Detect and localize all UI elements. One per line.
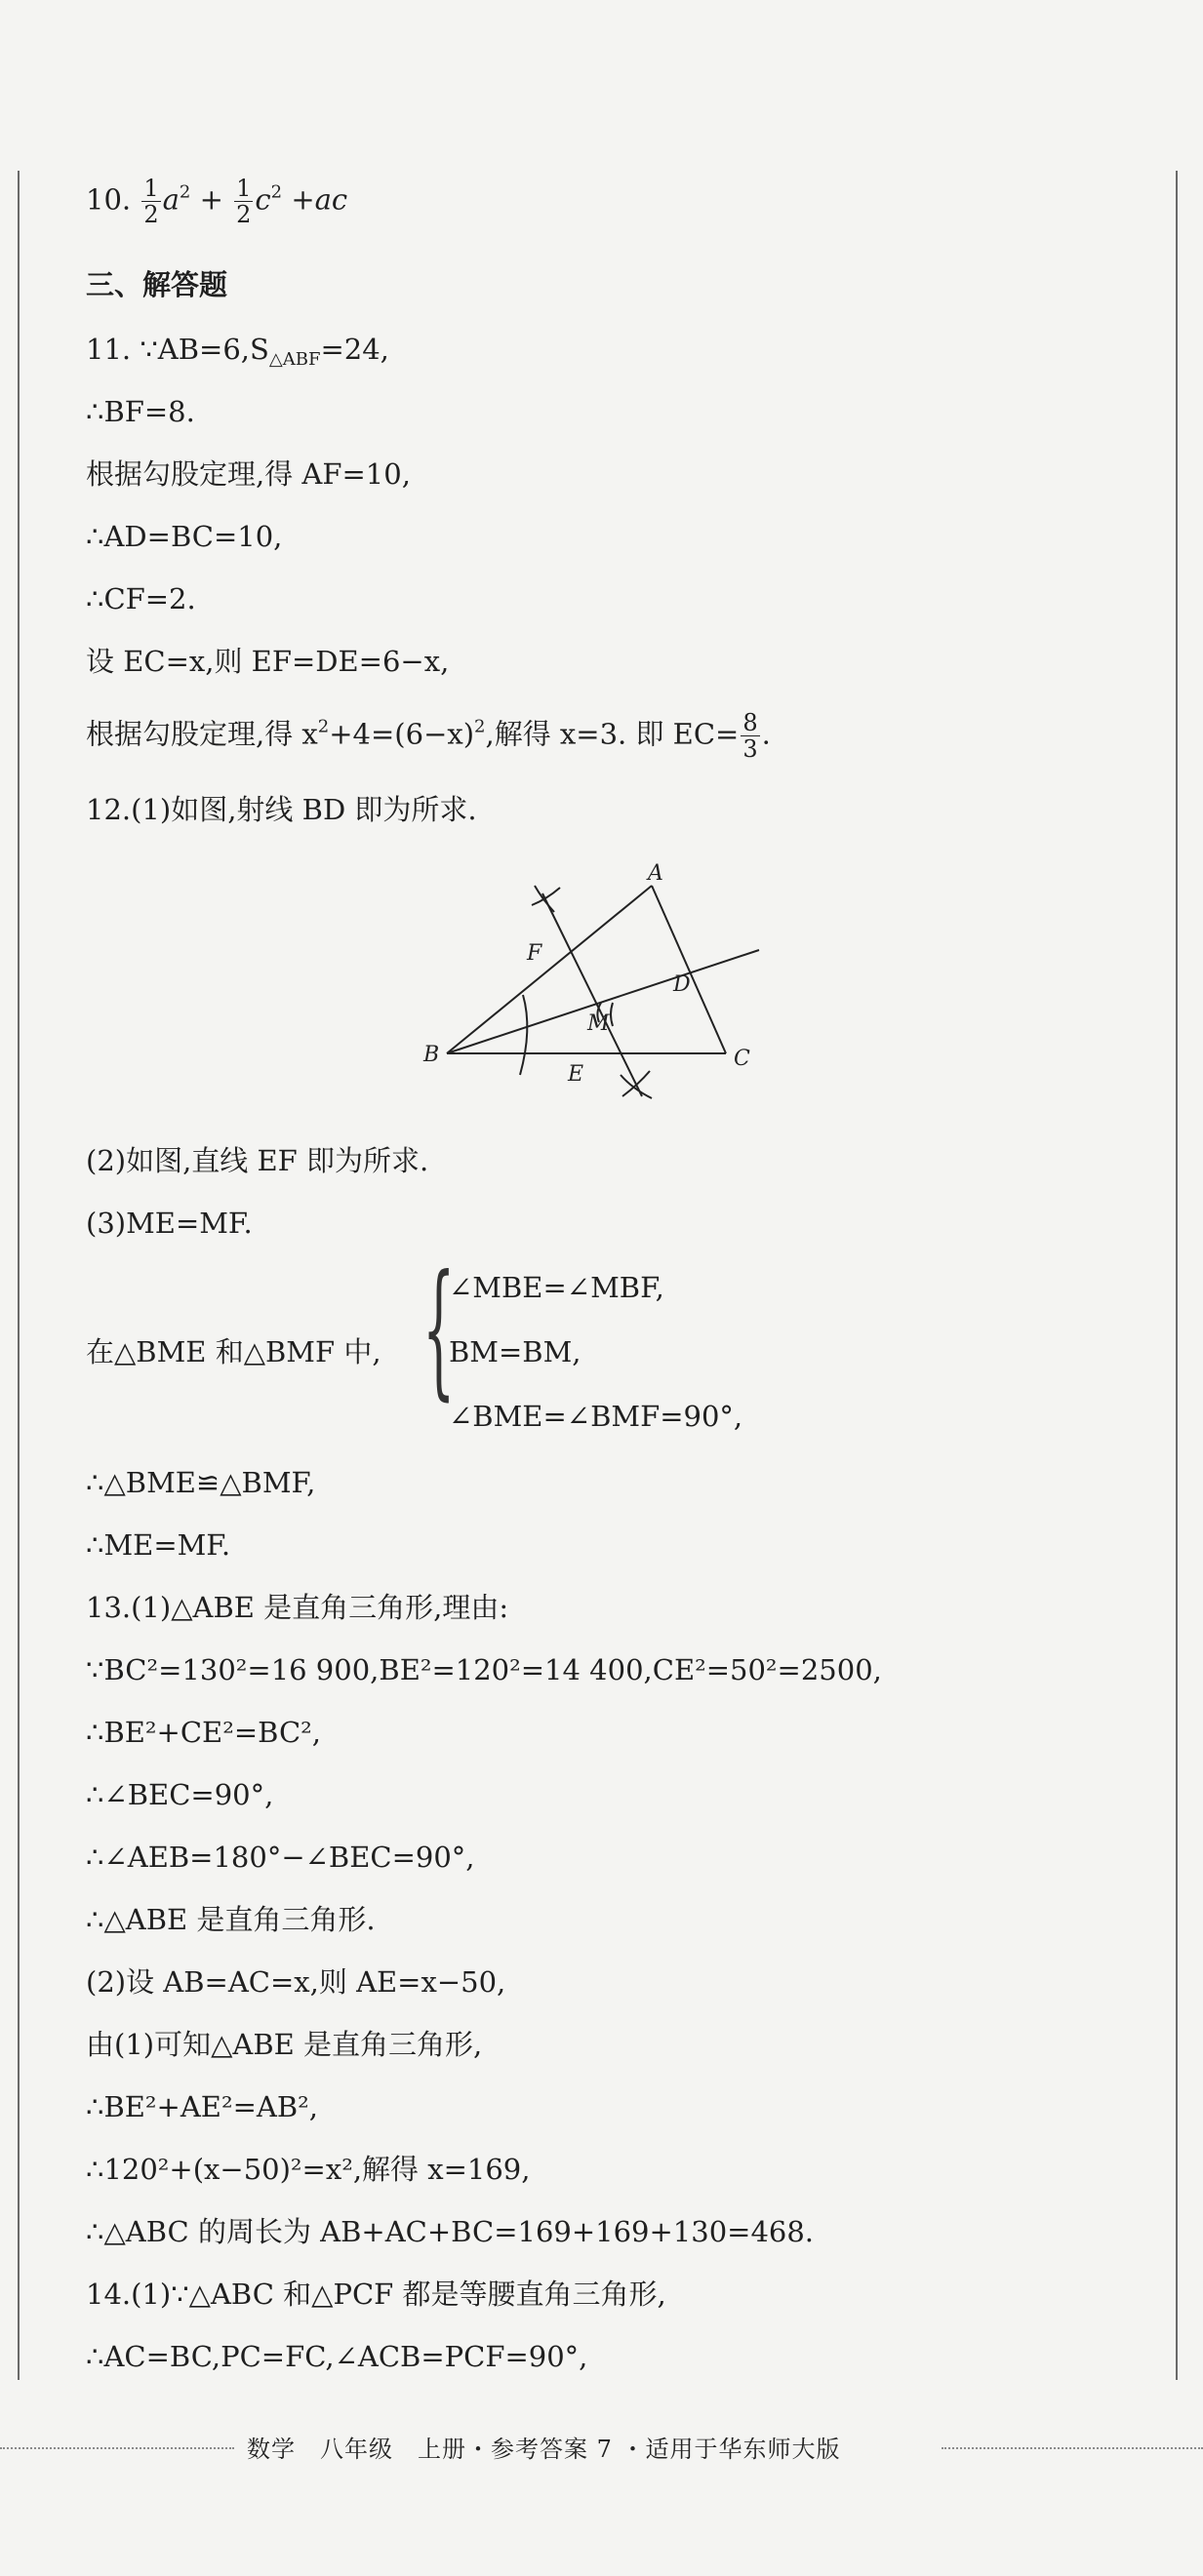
answer-11-line-7: [86, 710, 771, 762]
left-margin-rule: [18, 171, 20, 2380]
segment-BA: [447, 886, 652, 1053]
answer-12-line-2: (2)如图,直线 EF 即为所求.: [86, 1144, 429, 1177]
footer-dotted-rule-right: [942, 2447, 1203, 2449]
label-D: D: [673, 972, 691, 997]
label-F: F: [527, 941, 542, 966]
answer-11-line-1: [86, 330, 389, 369]
line-EF: [542, 893, 642, 1096]
label-M: M: [587, 1011, 610, 1036]
answer-13-line-11: ∴△ABC 的周长为 AB+AC+BC=169+169+130=468.: [86, 2215, 815, 2248]
label-B: B: [423, 1043, 440, 1067]
geometry-figure: [418, 858, 788, 1122]
answer-11-end: =24,: [320, 333, 389, 366]
arc-top-2: [535, 886, 554, 912]
fraction-eight-thirds: $\frac{8}{3}$: [742, 709, 758, 763]
page-footer: 数学 八年级 上册・参考答案 7 ・适用于华东师大版: [247, 2436, 841, 2463]
exponent: 2: [317, 716, 330, 737]
answer-10-number: 10.: [86, 182, 132, 217]
footer-dotted-rule-left: [0, 2447, 234, 2449]
ray-BD: [447, 950, 759, 1053]
answer-13-line-2: ∵BC²=130²=16 900,BE²=120²=14 400,CE²=50²=2500,: [86, 1653, 882, 1686]
answer-12-line-6: ∴ME=MF.: [86, 1528, 231, 1562]
period: .: [761, 717, 771, 751]
answer-11-line-2: ∴BF=8.: [86, 395, 195, 428]
var-a: a: [162, 182, 180, 217]
answer-13-line-9: ∴BE²+AE²=AB²,: [86, 2090, 318, 2123]
equation-solution: ,解得 x=3. 即 EC=: [485, 717, 740, 751]
label-C: C: [734, 1047, 750, 1071]
answer-13-line-1: 13.(1)△ABE 是直角三角形,理由:: [86, 1591, 509, 1624]
section-heading: 三、解答题: [86, 268, 228, 301]
answer-14-line-1: 14.(1)∵△ABC 和△PCF 都是等腰直角三角形,: [86, 2278, 666, 2311]
answer-11-start: 11. ∵AB=6,S: [86, 333, 269, 366]
label-E: E: [568, 1062, 584, 1087]
plus-sign: +: [199, 182, 223, 217]
answer-13-line-10: ∴120²+(x−50)²=x²,解得 x=169,: [86, 2153, 531, 2186]
equation-start: 根据勾股定理,得 x: [86, 717, 318, 751]
system-line-3: ∠BME=∠BMF=90°,: [449, 1400, 743, 1433]
answer-14-line-2: ∴AC=BC,PC=FC,∠ACB=PCF=90°,: [86, 2340, 588, 2373]
left-brace-glyph: {: [422, 1245, 456, 1414]
answer-12-system-label: 在△BME 和△BMF 中,: [86, 1335, 381, 1368]
exponent: 2: [179, 181, 191, 203]
plus-ac: +ac: [291, 182, 348, 217]
label-A: A: [648, 861, 663, 886]
answer-11-line-3: 根据勾股定理,得 AF=10,: [86, 457, 411, 491]
arc-B: [520, 995, 527, 1075]
equation-middle: +4=(6−x): [329, 717, 475, 751]
answer-13-line-6: ∴△ABE 是直角三角形.: [86, 1903, 376, 1936]
answer-12-line-3: (3)ME=MF.: [86, 1207, 253, 1240]
answer-13-line-7: (2)设 AB=AC=x,则 AE=x−50,: [86, 1965, 506, 1999]
arc-mid-2: [611, 1003, 613, 1026]
answer-11-line-4: ∴AD=BC=10,: [86, 520, 283, 553]
triangle-subscript: △ABF: [268, 349, 321, 370]
answer-11-line-6: 设 EC=x,则 EF=DE=6−x,: [86, 645, 450, 678]
right-margin-rule: [1176, 171, 1178, 2380]
system-line-1: ∠MBE=∠MBF,: [449, 1271, 664, 1304]
answer-13-line-4: ∴∠BEC=90°,: [86, 1778, 274, 1811]
exponent: 2: [474, 716, 486, 737]
fraction-one-half: $\frac{1}{2}$: [143, 175, 159, 228]
system-line-2: BM=BM,: [449, 1335, 581, 1368]
answer-11-line-5: ∴CF=2.: [86, 582, 196, 615]
answer-12-line-1: 12.(1)如图,射线 BD 即为所求.: [86, 793, 477, 826]
exponent: 2: [270, 181, 283, 203]
fraction-one-half-2: $\frac{1}{2}$: [236, 175, 252, 228]
answer-13-line-8: 由(1)可知△ABE 是直角三角形,: [86, 2028, 483, 2061]
segment-AC: [652, 886, 726, 1053]
answer-10: [86, 176, 347, 227]
answer-12-line-5: ∴△BME≌△BMF,: [86, 1466, 316, 1499]
var-c: c: [255, 182, 271, 217]
answer-13-line-3: ∴BE²+CE²=BC²,: [86, 1716, 322, 1749]
answer-13-line-5: ∴∠AEB=180°−∠BEC=90°,: [86, 1841, 475, 1874]
